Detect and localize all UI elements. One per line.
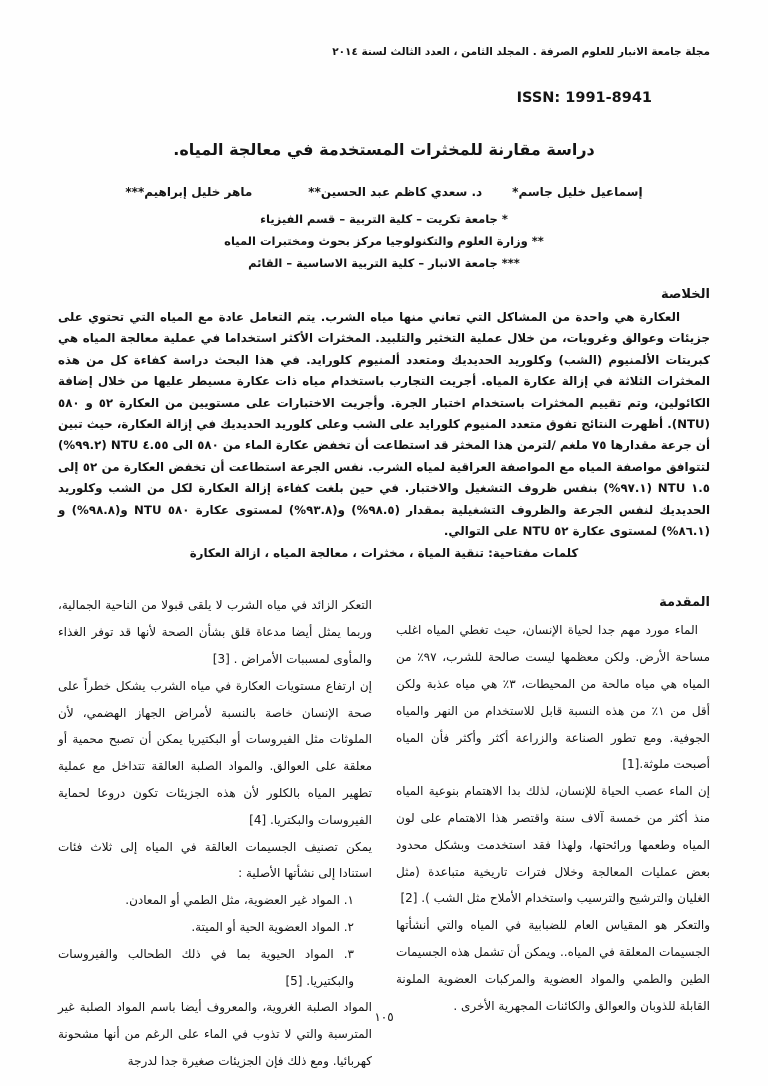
affiliation-2: ** وزارة العلوم والتكنولوجيا مركز بحوث ومختبرات المياه	[224, 234, 544, 248]
intro-paragraph-2: إن الماء عصب الحياة للإنسان، لذلك بدا الاهتمام بنوعية المياه منذ أكثر من خمسة آلاف سنة واقتصر هذا الاهتمام على لون المياه وطعمها ورائحتها، ولهذا فقد استخدمت وبشكل محدود بعض عمليات المعالجة وخلال فترات تاريخية متباعدة (مثل الغليان والترشيح والترسيب واستخدام الأملاح مثل الشب ). [2]	[396, 784, 710, 906]
body-paragraph-2: إن ارتفاع مستويات العكارة في مياه الشرب يشكل خطراً على صحة الإنسان خاصة بالنسبة لأمراض الجهاز الهضمي، لأن الملوثات مثل الفيروسات أو البكتيريا يمكن أن تصبح محمية أو معلقة على العوالق. والمواد الصلبة العالقة تتداخل مع عملية تطهير المياه بالكلور لأن هذه الجزيئات تكون دروعا لحماية الفيروسات والبكتريا. [4]	[58, 678, 372, 827]
classification-list-item-1: ١. المواد غير العضوية، مثل الطمي أو المعادن.	[125, 893, 354, 908]
author-name-1: إسماعيل خليل جاسم*	[512, 185, 643, 199]
classification-list-item-3: ٣. المواد الحيوية بما في ذلك الطحالب والفيروسات والبكتيريا. [5]	[58, 946, 354, 988]
body-paragraph-4: المواد الصلبة الغروية، والمعروف أيضا باسم المواد الصلبة غير المترسبة والتي لا تذوب في الماء على الرغم من أنها مشحونة كهربائيا. ومع ذلك فإن الجزيئات صغيرة جدا لدرجة	[58, 1000, 372, 1069]
body-paragraph-3: يمكن تصنيف الجسيمات العالقة في المياه إلى ثلاث فئات استنادا إلى نشأتها الأصلية :	[58, 839, 372, 881]
two-column-body	[58, 592, 710, 1074]
left-column-body	[58, 592, 372, 1074]
paper-title: دراسة مقارنة للمخثرات المستخدمة في معالجة المياه.	[173, 140, 595, 159]
affiliation-3: *** جامعة الانبار – كلية التربية الاساسية – القائم	[248, 256, 520, 270]
author-name-3: ماهر خليل إبراهيم***	[125, 185, 253, 199]
authors-row	[58, 185, 710, 199]
issn-label: ISSN: 1991-8941	[516, 90, 652, 106]
body-paragraph-1: التعكر الزائد في مياه الشرب لا يلقى قبولا من الناحية الجمالية، وربما يمثل أيضا مدعاة قلق بشأن الصحة لأنها قد توفر الغذاء والمأوى لمسببات الأمراض . [3]	[58, 598, 372, 667]
page-number: ١٠٥	[374, 1010, 394, 1024]
intro-paragraph-1: الماء مورد مهم جدا لحياة الإنسان، حيث تغطي المياه اغلب مساحة الأرض. ولكن معظمها ليست صالحة للشرب، ٩٧٪ من المياه هي مياه مالحة من المحيطات، ٣٪ هي مياه عذبة ولكن أقل من ١٪ من هذه النسبة قابل للاستخدام من النهر والمياه الجوفية. ومع تطور الصناعة والزراعة أكثر وأكثر فأن المياه أصبحت ملوثة.[1]	[396, 623, 710, 772]
introduction-heading: المقدمة	[659, 595, 710, 611]
author-name-2: د. سعدي كاظم عبد الحسين**	[308, 185, 483, 199]
intro-paragraph-3: والتعكر هو المقياس العام للضبابية في المياه والتي أنشأتها الجسيمات المعلقة في المياه.. ويمكن أن تشمل هذه الجسيمات الطين والطمي والمواد العضوية والمركبات العضوية الملونة القابلة للذوبان والعوالق والكائنات المجهرية الأخرى .	[396, 918, 710, 1013]
abstract-paragraph: العكارة هي واحدة من المشاكل التي تعاني منها مياه الشرب. يتم التعامل عادة مع المياه التي تحتوي على جزيئات وعوالق وغرويات، من خلال عملية التخثير والتلبيد. المخثرات الأكثر استخداما في عملية معالجة المياه هي كبريتات الألمنيوم (الشب) وكلوريد الحديديك ومتعدد ألمنيوم كلورايد. في هذا البحث دراسة كفاءة كل من هذه المخثرات الثلاثة في إزالة عكارة المياه. أجريت التجارب باستخدام مياه ذات عكارة مسيطر عليها من خلال إضافة الكائولين، وتم تقييم المخثرات باستخدام اختبار الجرة. وأجريت الاختبارات على مستويين من العكارة ٥٢ و ٥٨٠ (NTU). أظهرت النتائج تفوق متعدد المنيوم كلورايد على الشب وعلى كلوريد الحديديك في إزالة العكارة، حيث تبين أن جرعة مقدارها ٧٥ ملغم /لترمن هذا المخثر قد استطاعت أن تخفض عكارة الماء من ٥٨٠ الى ٤.٥٥ NTU (٩٩.٢%) لتتوافق مواصفة المياه مع المواصفة العراقية لمياه الشرب. نفس الجرعة استطاعت أن تخفض العكارة من ٥٢ إلى ١.٥ NTU (٩٧.١%) بنفس ظروف التشغيل والاختبار. في حين بلغت كفاءة إزالة العكارة لكل من الشب وكلوريد الحديديك لنفس الجرعة والظروف التشغيلية بمقدار (٩٨.٥%) و(٩٣.٨%) لمستوى عكارة ٥٨٠ NTU و(٩٨.٨%) و (٨٦.١%) لمستوى عكارة ٥٢ NTU على التوالي.	[58, 310, 711, 539]
abstract-heading: الخلاصة	[660, 287, 710, 302]
affiliations-block	[58, 208, 710, 274]
keywords-line: كلمات مفتاحية: تنقية المياة ، مخثرات ، معالجة المياه ، ازالة العكارة	[189, 546, 579, 561]
affiliation-1: * جامعة تكريت – كلية التربية – قسم الفيزياء	[260, 212, 508, 226]
classification-list-item-2: ٢. المواد العضوية الحية أو الميتة.	[191, 920, 354, 935]
right-column-introduction	[396, 592, 710, 1074]
journal-header-line: مجلة جامعة الانبار للعلوم الصرفة . المجلد الثامن ، العدد الثالث لسنة ٢٠١٤	[332, 46, 710, 58]
